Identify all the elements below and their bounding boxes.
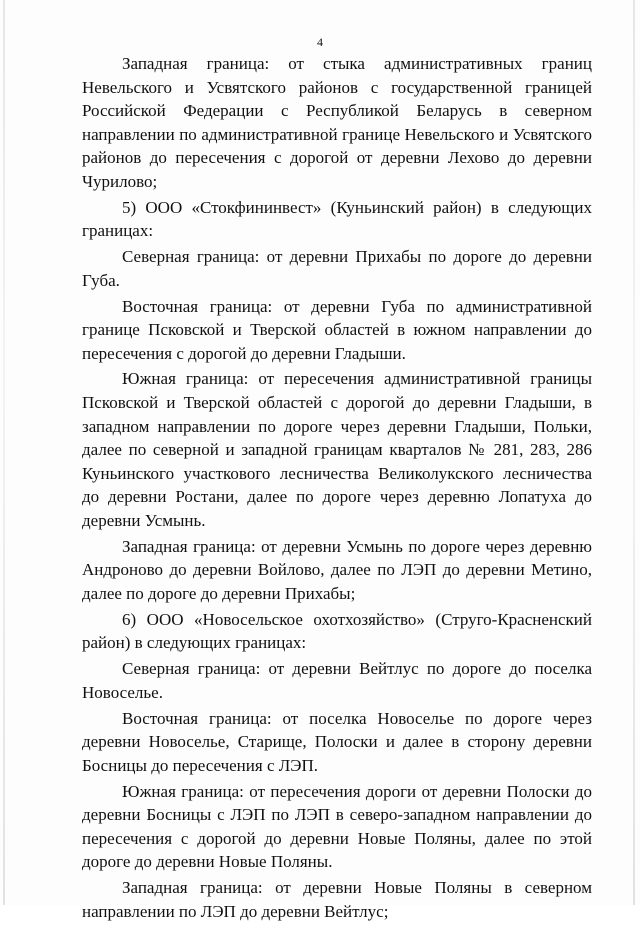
scan-edge-right — [633, 0, 635, 905]
paragraph-western-border-kunya: Западная граница: от деревни Усмынь по дороге через деревню Андроново до деревни Войлово, далее по ЛЭП до деревни Метино, далее по дороге до деревни Прихабы; — [82, 536, 592, 603]
paragraph-eastern-border-strugi: Восточная граница: от поселка Новоселье по дороге через деревни Новоселье, Старище, Полоски и далее в сторону деревни Босницы до пересечения с ЛЭП. — [82, 708, 592, 775]
paragraph-southern-border-kunya: Южная граница: от пересечения административной границы Псковской и Тверской областей с дорогой до деревни Гладыши, в западном направлении по дороге через деревни Гладыши, Польки, далее по северной и западной границам кварталов № 281, 283, 286 Куньинского участкового лесничества Великолукского лесничества до деревни Ростани, далее по дороге через деревню Лопатуха до деревни Усмынь. — [82, 369, 592, 531]
paragraph-western-border-strugi: Западная граница: от деревни Новые Поляны в северном направлении по ЛЭП до деревни Вейтлус; — [82, 878, 592, 921]
scan-edge-left — [3, 0, 5, 905]
page-number: 4 — [317, 35, 323, 49]
paragraph-southern-border-strugi: Южная граница: от пересечения дороги от деревни Полоски до деревни Босницы с ЛЭП по ЛЭП в северо-западном направлении до пересечения с дорогой до деревни Новые Поляны, далее по этой дороге до деревни Новые Поляны. — [82, 781, 592, 872]
document-body — [82, 52, 592, 925]
paragraph-eastern-border-kunya: Восточная граница: от деревни Губа по административной границе Псковской и Тверской областей в южном направлении до пересечения с дорогой до деревни Гладыши. — [82, 296, 592, 363]
paragraph-item-5-stokfininvest: 5) ООО «Стокфининвест» (Куньинский район) в следующих границах: — [82, 197, 592, 241]
paragraph-northern-border-kunya: Северная граница: от деревни Прихабы по дороге до деревни Губа. — [82, 247, 592, 290]
paragraph-northern-border-strugi: Северная граница: от деревни Вейтлус по дороге до поселка Новоселье. — [82, 659, 592, 702]
paragraph-western-border-nevel: Западная граница: от стыка административных границ Невельского и Усвятского районов с государственной границей Российской Федерации с Республикой Беларусь в северном направлении по административной границе Невельского и Усвятского районов до пересечения с дорогой от деревни Лехово до деревни Чурилово; — [82, 54, 592, 191]
paragraph-item-6-novoselskoe: 6) ООО «Новосельское охотхозяйство» (Струго-Красненский район) в следующих границах: — [82, 609, 592, 653]
